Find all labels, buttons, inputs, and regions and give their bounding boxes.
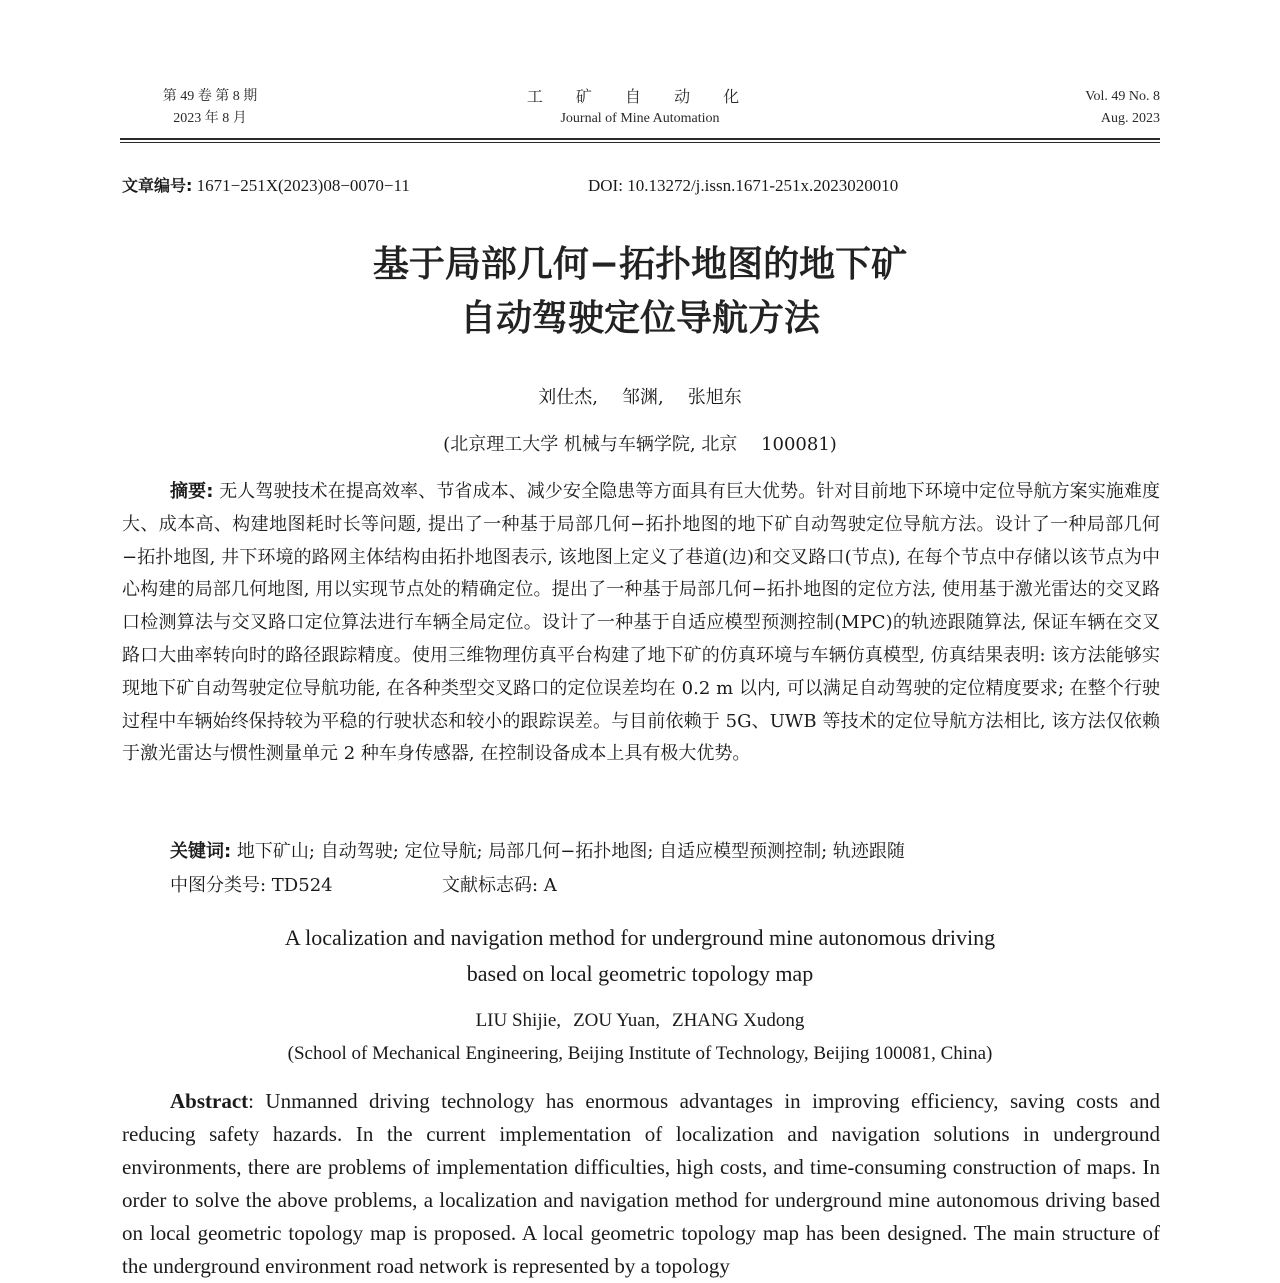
clc-label: 中图分类号: — [170, 875, 267, 896]
keywords-text: 地下矿山; 自动驾驶; 定位导航; 局部几何−拓扑地图; 自适应模型预测控制; 轨迹跟随 — [231, 841, 905, 862]
article-number — [122, 174, 410, 198]
doc-code-value: A — [538, 875, 557, 896]
article-number-label: 文章编号: — [122, 176, 193, 195]
document-code — [442, 872, 557, 900]
keywords-label: 关键词: — [170, 841, 232, 862]
abstract-en — [122, 1085, 1160, 1283]
keywords-cn — [170, 838, 1160, 866]
title-en-line1: A localization and navigation method for underground mine autonomous driving — [284, 925, 996, 950]
abstract-cn — [122, 476, 1160, 771]
header-date-cn: 2023 年 8 月 — [173, 111, 247, 126]
author-cn-1: 刘仕杰, — [538, 387, 598, 408]
abstract-cn-text: 无人驾驶技术在提高效率、节省成本、减少安全隐患等方面具有巨大优势。针对目前地下环境中定位导航方案实施难度大、成本高、构建地图耗时长等问题, 提出了一种基于局部几何−拓扑地图的地下矿自动驾驶定位导航方法。设计了一种局部几何−拓扑地图, 井下环境的路网主体结构由拓扑地图表示, 该地图上定义了巷道(边)和交叉路口(节点), 在每个节点中存储以该节点为中心构建的局部几何地图, 用以实现节点处的精确定位。提出了一种基于局部几何−拓扑地图的定位方法, 使用基于激光雷达的交叉路口检测算法与交叉路口定位算法进行车辆全局定位。设计了一种基于自适应模型预测控制(MPC)的轨迹跟随算法, 保证车辆在交叉路口大曲率转向时的路径跟踪精度。使用三维物理仿真平台构建了地下矿的仿真环境与车辆仿真模型, 仿真结果表明: 该方法能够实现地下矿自动驾驶定位导航功能, 在各种类型交叉路口的定位误差均在 0.2 m 以内, 可以满足自动驾驶的定位精度要求; 在整个行驶过程中车辆始终保持较为平稳的行驶状态和较小的跟踪误差。与目前依赖于 5G、UWB 等技术的定位导航方法相比, 该方法仅依赖于激光雷达与惯性测量单元 2 种车身传感器, 在控制设备成本上具有极大优势。 — [122, 481, 1160, 765]
journal-name-en: Journal of Mine Automation — [560, 111, 720, 126]
affiliation-cn: (北京理工大学 机械与车辆学院, 北京 100081) — [443, 434, 837, 455]
authors-cn — [0, 385, 1280, 411]
abstract-en-label: Abstract — [170, 1089, 249, 1113]
title-cn-line1: 基于局部几何−拓扑地图的地下矿 — [372, 244, 908, 285]
header-volume-issue-en: Vol. 49 No. 8 — [1085, 89, 1160, 104]
abstract-cn-label: 摘要: — [170, 481, 214, 502]
author-en-1: LIU Shijie, — [475, 1010, 562, 1031]
authors-en — [0, 1007, 1280, 1035]
clc-value: TD524 — [266, 875, 333, 896]
article-number-value: 1671−251X(2023)08−0070−11 — [192, 176, 410, 195]
doi[interactable]: DOI: 10.13272/j.issn.1671-251x.2023020010 — [588, 176, 899, 195]
classification — [170, 872, 1160, 900]
header-journal-name — [490, 86, 790, 130]
header-volume-en — [1030, 86, 1160, 130]
page-title-cn — [0, 238, 1280, 346]
affiliation-en: (School of Mechanical Engineering, Beijing Institute of Technology, Beijing 100081, China) — [287, 1043, 993, 1064]
header-date-en: Aug. 2023 — [1100, 111, 1160, 126]
abstract-en-text: : Unmanned driving technology has enormous advantages in improving efficiency, saving costs and reducing safety hazards. In the current implementation of localization and navigation solutions in underground environments, there are problems of implementation difficulties, high costs, and time-consuming construction of maps. In order to solve the above problems, a localization and navigation method for underground mine autonomous driving based on local geometric topology map is proposed. A local geometric topology map has been designed. The main structure of the underground environment road network is represented by a topology — [122, 1089, 1160, 1278]
title-cn-line2: 自动驾驶定位导航方法 — [459, 298, 820, 339]
journal-name-cn: 工 矿 自 动 化 — [526, 87, 754, 106]
author-en-3: ZHANG Xudong — [671, 1010, 805, 1031]
doc-code-label: 文献标志码: — [442, 875, 539, 896]
title-en-line2: based on local geometric topology map — [466, 961, 814, 986]
header-volume-cn — [150, 86, 270, 130]
author-en-2: ZOU Yuan, — [573, 1010, 660, 1031]
header-rule — [120, 138, 1160, 140]
header-volume-issue-cn: 第 49 卷 第 8 期 — [162, 89, 258, 104]
page-title-en — [0, 920, 1280, 992]
header-rule-thin — [120, 142, 1160, 143]
author-cn-2: 邹渊, — [622, 387, 664, 408]
author-cn-3: 张旭东 — [687, 387, 742, 408]
